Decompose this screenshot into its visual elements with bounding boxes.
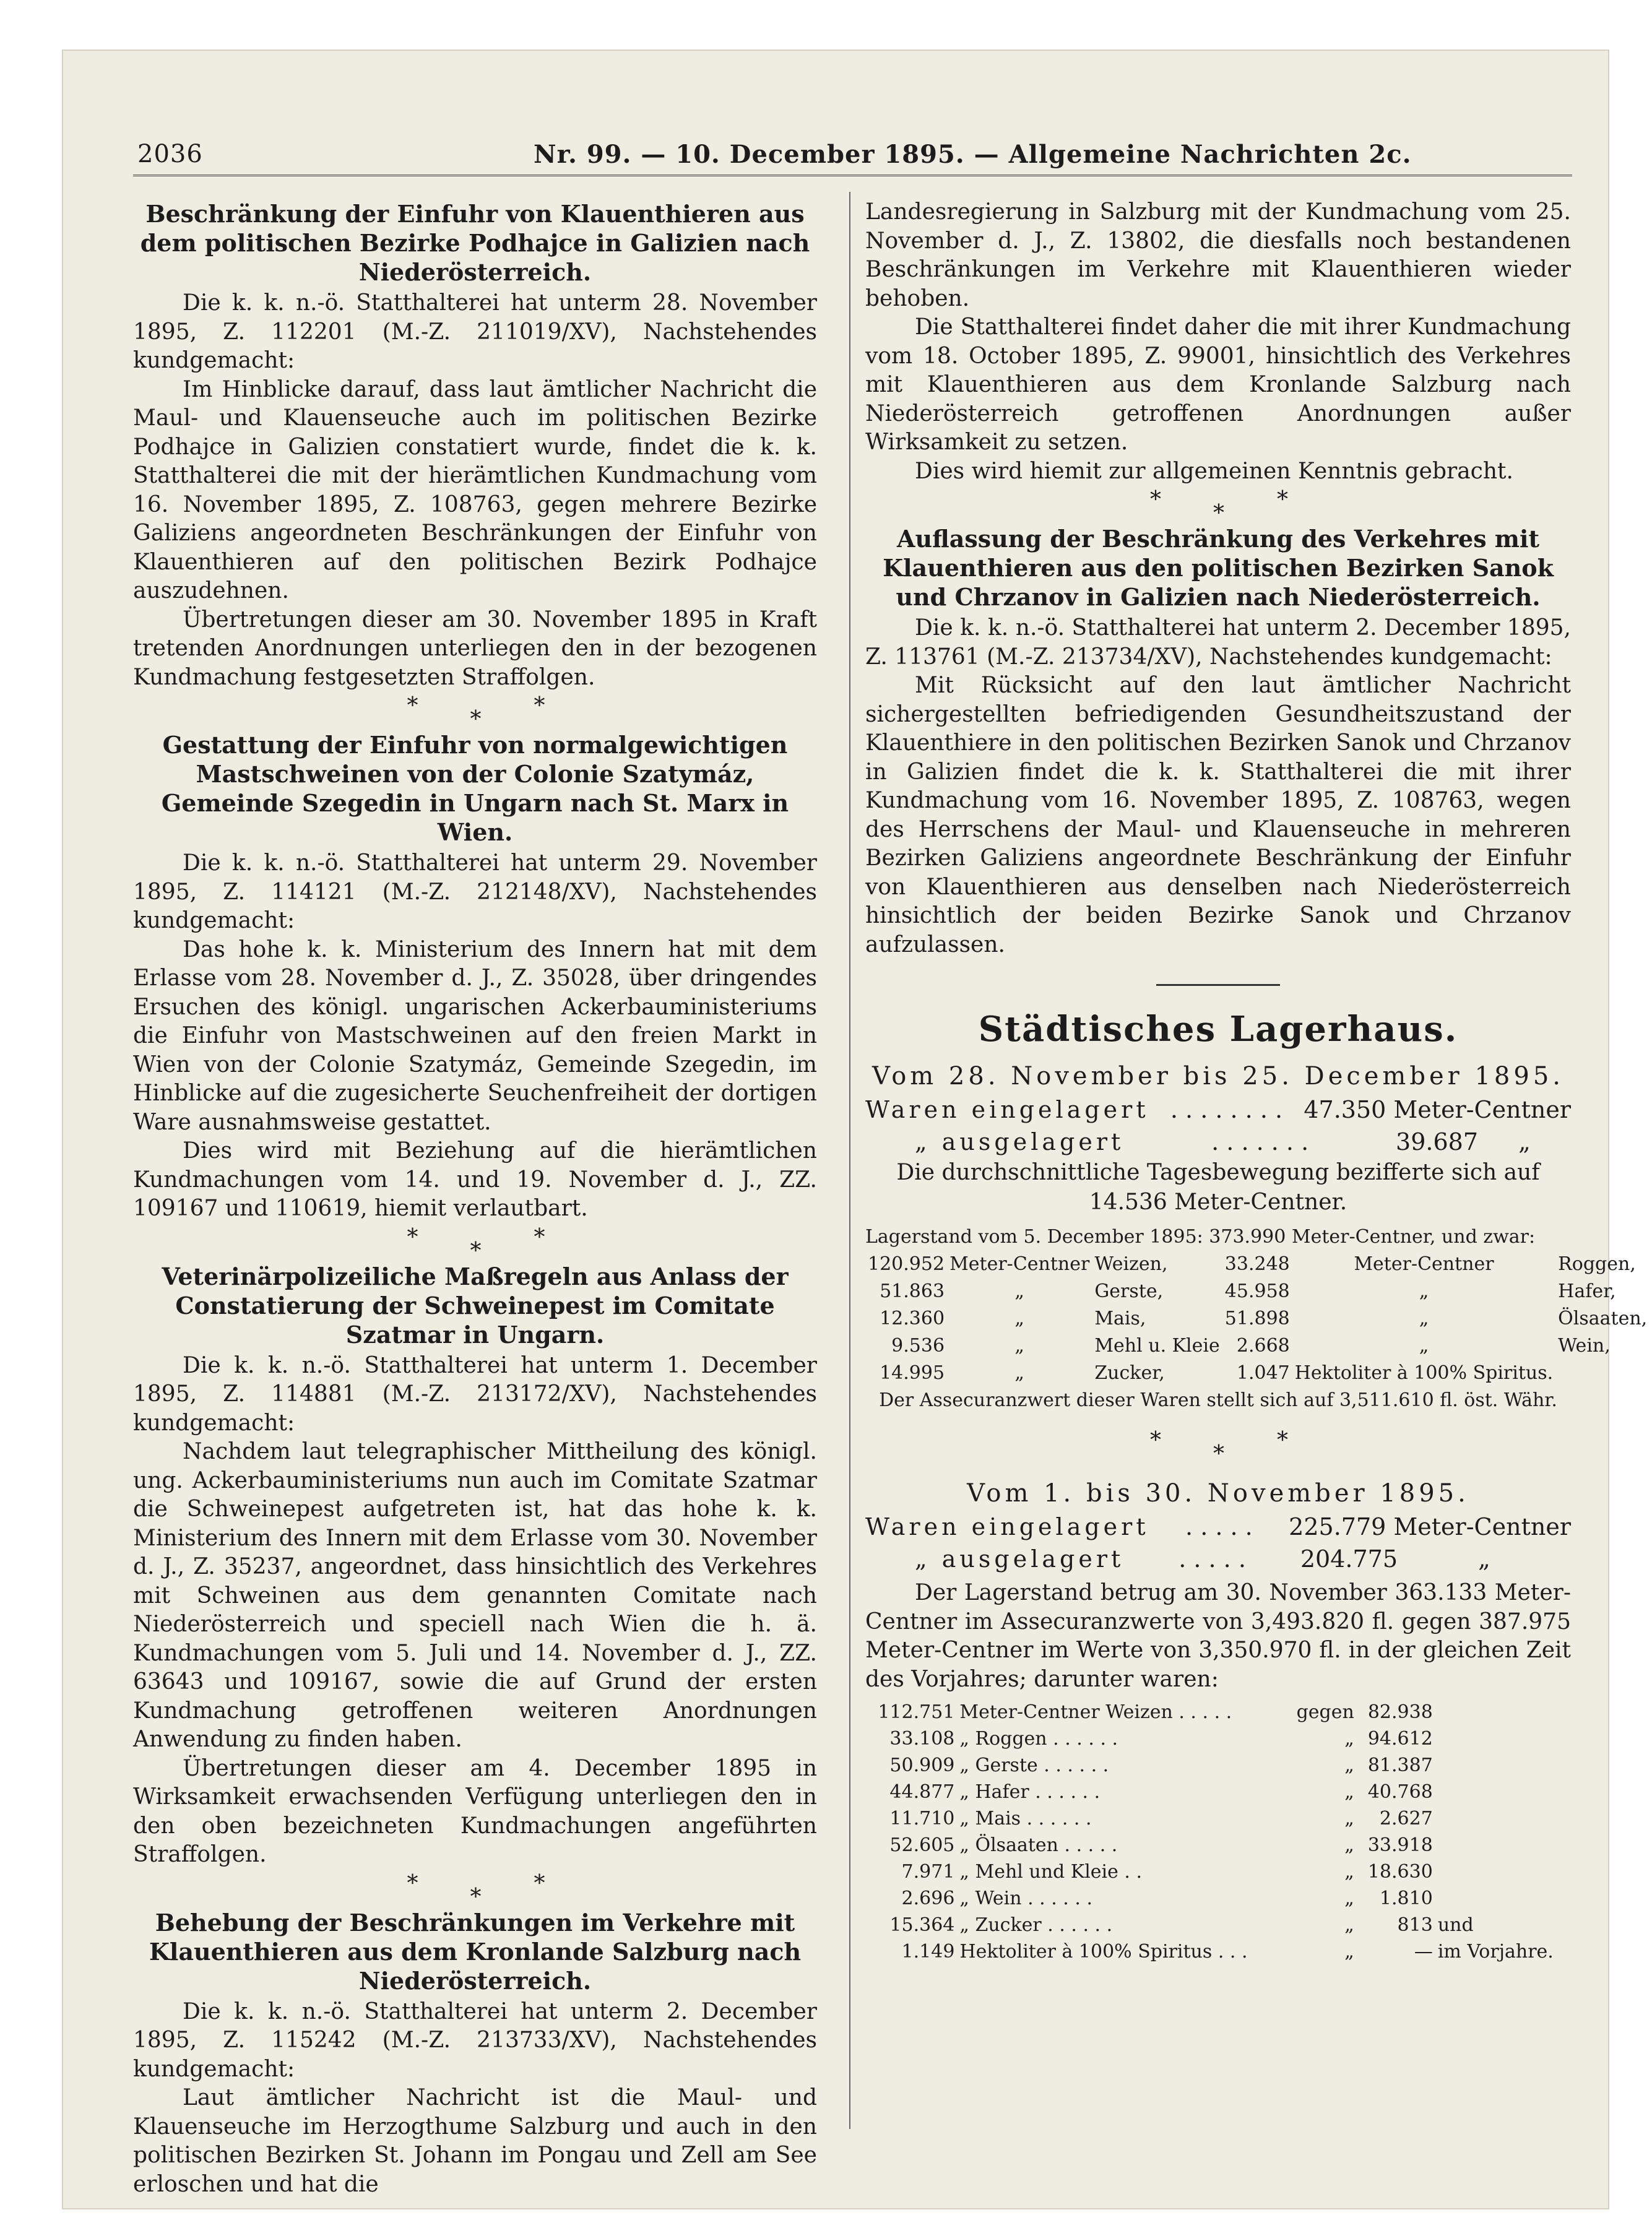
paragraph: Die k. k. n.-ö. Statthalterei hat unterm 2. December 1895, Z. 115242 (M.-Z. 213733/XV), Nachstehendes kundgemacht: bbox=[133, 1998, 817, 2082]
inventory-cell: 18.630 bbox=[1367, 1861, 1433, 1883]
inventory-cell: „ bbox=[1344, 1755, 1354, 1776]
inventory-row bbox=[865, 1938, 1571, 1965]
inventory-row bbox=[865, 1699, 1571, 1725]
inventory-cell: gegen bbox=[1296, 1701, 1354, 1723]
inventory-cell: 33.918 bbox=[1367, 1834, 1433, 1856]
section-stars: * * * bbox=[407, 693, 545, 732]
stored-value: 47.350 Meter-Centner bbox=[1304, 1096, 1571, 1123]
running-title: Nr. 99. — 10. December 1895. — Allgemeine Nachrichten 2c. bbox=[534, 140, 1412, 169]
inventory-cell: 52.605 bbox=[889, 1834, 955, 1856]
daily-movement: Die durchschnittliche Tagesbewegung bezifferte sich auf bbox=[896, 1160, 1540, 1185]
paragraph: Übertretungen dieser am 4. December 1895 in Wirksamkeit erwachsenden Verfügung unterliegen den in den oben bezeichneten Kundmachungen angeführten Straffolgen. bbox=[133, 1755, 817, 1867]
insurance-value: Der Assecuranzwert dieser Waren stellt sich auf 3,511.610 fl. öst. Währ. bbox=[879, 1389, 1557, 1411]
stock-cell: „ bbox=[1419, 1308, 1429, 1329]
article-title: Auflassung der Beschränkung des Verkehres mit Klauenthieren aus den politischen Bezirken Sanok und Chrzanov in Galizien nach Niederösterreich. bbox=[883, 525, 1554, 611]
section-stars: * * * bbox=[1150, 487, 1288, 526]
inventory-cell: 40.768 bbox=[1367, 1781, 1433, 1803]
paragraph: Laut ämtlicher Nachricht ist die Maul- und Klauenseuche im Herzogthume Salzburg und auch in den politischen Bezirken St. Johann im Pongau und Zell am See erloschen und hat die bbox=[133, 2085, 817, 2197]
inventory-cell: 15.364 bbox=[889, 1914, 955, 1936]
article-title: Behebung der Beschränkungen im Verkehre mit Klauenthieren aus dem Kronlande Salzburg nach Niederösterreich. bbox=[149, 1908, 802, 1995]
inventory-cell: „ bbox=[1344, 1914, 1354, 1936]
inventory-cell: „ Hafer . . . . . . bbox=[959, 1781, 1101, 1803]
dot-leader: . . . . . bbox=[1185, 1513, 1253, 1540]
stock-cell: Hektoliter à 100% Spiritus. bbox=[1294, 1362, 1554, 1384]
paragraph: Übertretungen dieser am 30. November 1895 in Kraft tretenden Anordnungen unterliegen den in der bezogenen Kundmachung festgesetzten Straffolgen. bbox=[133, 607, 817, 690]
inventory-row bbox=[865, 1725, 1571, 1752]
stock-row bbox=[865, 1360, 1650, 1387]
inventory-row bbox=[865, 1912, 1571, 1938]
inventory-cell: 33.108 bbox=[889, 1728, 955, 1750]
stock-cell: Meter-Centner bbox=[1354, 1253, 1494, 1275]
inventory-cell: „ Mehl und Kleie . . bbox=[959, 1861, 1143, 1883]
inventory-cell: 112.751 bbox=[878, 1701, 955, 1723]
inventory-cell: „ bbox=[1344, 1861, 1354, 1883]
dot-leader: . . . . . . . . bbox=[1170, 1096, 1283, 1123]
removed-value: 39.687 bbox=[1396, 1128, 1478, 1155]
stock-cell: 2.668 bbox=[1236, 1335, 1290, 1357]
inventory-row bbox=[865, 1779, 1571, 1805]
inventory-cell bbox=[1435, 1859, 1571, 1885]
warehouse-title: Städtisches Lagerhaus. bbox=[978, 1009, 1458, 1050]
inventory-cell bbox=[1435, 1805, 1571, 1832]
paragraph: Nachdem laut telegraphischer Mittheilung des königl. ung. Ackerbauministeriums nun auch im Comitate Szatmar die Schweinepest aufgetreten ist, hat das hohe k. k. Ministerium des Innern mit dem Erlasse vom 30. November d. J., Z. 35237, angeordnet, dass hinsichtlich des Verkehres mit Schweinen aus dem genannten Comitate nach Niederösterreich und speciell nach Wien die h. ä. Kundmachungen vom 5. Juli und 14. November d. J., ZZ. 63643 und 109167, sowie die auf Grund der ersten Kundmachung getroffenen weiteren Anordnungen Anwendung zu finden haben. bbox=[133, 1439, 817, 1752]
stock-cell: 51.863 bbox=[880, 1280, 945, 1302]
paragraph: Das hohe k. k. Ministerium des Innern hat mit dem Erlasse vom 28. November d. J., Z. 35028, über dringendes Ersuchen des königl. ungarischen Ackerbauministeriums die Einfuhr von Mastschweinen auf den freien Markt in Wien von der Colonie Szatymáz, Gemeinde Szegedin, im Hinblicke auf die zugesicherte Seuchenfreiheit der dortigen Ware ausnahmsweise gestattet. bbox=[133, 936, 817, 1135]
stock-cell: 1.047 bbox=[1236, 1362, 1290, 1384]
paragraph: Mit Rücksicht auf den laut ämtlicher Nachricht sichergestellten befriedigenden Gesundheitszustand der Klauenthiere in den politischen Bezirken Sanok und Chrzanov in Galizien findet die k. k. Statthalterei die mit ihrer Kundmachung vom 16. November 1895, Z. 108763, wegen des Herrschens der Maul- und Klauenseuche in mehreren Bezirken Galiziens angeordnete Beschränkung der Einfuhr von Klauenthieren aus denselben nach Niederösterreich hinsichtlich der beiden Bezirke Sanok und Chrzanov aufzulassen. bbox=[865, 673, 1571, 957]
stock-cell: 14.995 bbox=[880, 1362, 945, 1384]
inventory-row bbox=[865, 1805, 1571, 1832]
inventory-cell: „ Ölsaaten . . . . . bbox=[959, 1834, 1118, 1856]
inventory-cell: „ Roggen . . . . . . bbox=[959, 1728, 1118, 1750]
stock-row bbox=[865, 1278, 1650, 1305]
inventory-cell: Hektoliter à 100% Spiritus . . . bbox=[959, 1941, 1248, 1962]
removed-row bbox=[865, 1126, 1571, 1158]
inventory-cell: 44.877 bbox=[889, 1781, 955, 1803]
stock-cell: Weizen, bbox=[1094, 1253, 1168, 1275]
paragraph: Dies wird mit Beziehung auf die hierämtlichen Kundmachungen vom 14. und 19. November d. J., ZZ. 109167 und 110619, hiemit verlautbart. bbox=[133, 1138, 817, 1221]
paragraph: Dies wird hiemit zur allgemeinen Kenntnis gebracht. bbox=[915, 458, 1513, 484]
inventory-cell: Meter-Centner Weizen . . . . . bbox=[959, 1701, 1232, 1723]
stock-intro: Lagerstand vom 5. December 1895: 373.990 Meter-Centner, und zwar: bbox=[865, 1226, 1536, 1248]
inventory-row bbox=[865, 1832, 1571, 1859]
stock-cell: Ölsaaten, bbox=[1558, 1308, 1648, 1329]
inventory-cell: „ bbox=[1344, 1888, 1354, 1909]
inventory-cell: 1.149 bbox=[901, 1941, 955, 1962]
stock-cell: Hafer, bbox=[1558, 1280, 1616, 1302]
daily-movement-value: 14.536 Meter-Centner. bbox=[1089, 1190, 1347, 1215]
stock-cell: „ bbox=[1419, 1335, 1429, 1357]
inventory-cell: 813 bbox=[1397, 1914, 1433, 1936]
inventory-cell: „ Mais . . . . . . bbox=[959, 1808, 1092, 1829]
section-divider bbox=[1156, 984, 1280, 986]
removed-label: „ ausgelagert bbox=[915, 1545, 1125, 1573]
inventory-cell: 7.971 bbox=[901, 1861, 955, 1883]
period-heading: Vom 1. bis 30. November 1895. bbox=[967, 1479, 1469, 1508]
stock-cell: „ bbox=[1014, 1280, 1024, 1302]
stored-row bbox=[865, 1094, 1571, 1126]
inventory-cell: „ bbox=[1344, 1941, 1354, 1962]
inventory-cell: im Vorjahre. bbox=[1437, 1941, 1554, 1962]
inventory-cell bbox=[1435, 1752, 1571, 1779]
inventory-cell bbox=[1435, 1779, 1571, 1805]
inventory-cell: „ Zucker . . . . . . bbox=[959, 1914, 1113, 1936]
column-divider bbox=[849, 192, 850, 2129]
stock-cell: Zucker, bbox=[1094, 1362, 1165, 1384]
ditto-mark: „ bbox=[1518, 1128, 1531, 1155]
article-title: Beschränkung der Einfuhr von Klauenthieren aus dem politischen Bezirke Podhajce in Galizien nach Niederösterreich. bbox=[140, 200, 810, 286]
paragraph: Der Lagerstand betrug am 30. November 363.133 Meter-Centner im Assecuranzwerte von 3,493.820 fl. gegen 387.975 Meter-Centner im Werte von 3,350.970 fl. in der gleichen Zeit des Vorjahres; darunter waren: bbox=[865, 1580, 1571, 1692]
removed-label: „ ausgelagert bbox=[915, 1128, 1125, 1155]
removed-value: 204.775 bbox=[1300, 1545, 1398, 1573]
stock-cell bbox=[1555, 1360, 1650, 1387]
dot-leader: . . . . . . . bbox=[1211, 1128, 1309, 1155]
stock-cell: „ bbox=[1014, 1308, 1024, 1329]
page-number: 2036 bbox=[137, 140, 203, 168]
inventory-cell: — bbox=[1414, 1941, 1433, 1962]
header-rule bbox=[133, 175, 1572, 184]
inventory-cell: „ Wein . . . . . . bbox=[959, 1888, 1092, 1909]
stored-value: 225.779 Meter-Centner bbox=[1289, 1513, 1571, 1540]
dot-leader: . . . . . bbox=[1178, 1545, 1246, 1573]
stored-row bbox=[865, 1511, 1571, 1543]
stock-cell: 9.536 bbox=[891, 1335, 945, 1357]
stock-cell: Mehl u. Kleie bbox=[1094, 1335, 1220, 1357]
inventory-cell: 2.627 bbox=[1379, 1808, 1433, 1829]
stock-cell: Roggen, bbox=[1558, 1253, 1636, 1275]
inventory-row bbox=[865, 1859, 1571, 1885]
ditto-mark: „ bbox=[1478, 1545, 1490, 1573]
removed-row bbox=[865, 1543, 1571, 1575]
inventory-cell bbox=[1435, 1885, 1571, 1912]
paragraph: Die k. k. n.-ö. Statthalterei hat unterm 2. December 1895, Z. 113761 (M.-Z. 213734/XV), Nachstehendes kundgemacht: bbox=[865, 615, 1571, 670]
stock-cell: 120.952 bbox=[868, 1253, 945, 1275]
stock-cell: Meter-Centner bbox=[949, 1253, 1090, 1275]
inventory-cell: „ bbox=[1344, 1834, 1354, 1856]
inventory-cell: 11.710 bbox=[889, 1808, 955, 1829]
stored-label: Waren eingelagert bbox=[865, 1513, 1149, 1540]
stock-cell: Mais, bbox=[1094, 1308, 1146, 1329]
inventory-row bbox=[865, 1752, 1571, 1779]
stock-row bbox=[865, 1305, 1650, 1332]
inventory-cell: 50.909 bbox=[889, 1755, 955, 1776]
inventory-cell: 1.810 bbox=[1379, 1888, 1433, 1909]
inventory-cell: 82.938 bbox=[1367, 1701, 1433, 1723]
paragraph: Landesregierung in Salzburg mit der Kundmachung vom 25. November d. J., Z. 13802, die diesfalls noch bestandenen Beschränkungen im Verkehre mit Klauenthieren wieder behoben. bbox=[865, 199, 1571, 311]
stock-cell: „ bbox=[1014, 1362, 1024, 1384]
stored-label: Waren eingelagert bbox=[865, 1096, 1149, 1123]
article-title: Veterinärpolizeiliche Maßregeln aus Anlass der Constatierung der Schweinepest im Comitate Szatmar in Ungarn. bbox=[162, 1262, 789, 1349]
right-column bbox=[865, 198, 1648, 1965]
inventory-cell bbox=[1435, 1699, 1571, 1725]
stock-row bbox=[865, 1332, 1650, 1360]
paragraph: Die k. k. n.-ö. Statthalterei hat unterm 28. November 1895, Z. 112201 (M.-Z. 211019/XV), Nachstehendes kundgemacht: bbox=[133, 290, 817, 373]
inventory-cell: 94.612 bbox=[1367, 1728, 1433, 1750]
inventory-cell: „ bbox=[1344, 1808, 1354, 1829]
section-stars: * * * bbox=[1150, 1428, 1288, 1467]
inventory-cell: „ bbox=[1344, 1728, 1354, 1750]
stock-cell: 51.898 bbox=[1224, 1308, 1290, 1329]
left-column bbox=[133, 198, 817, 2199]
inventory-cell: 2.696 bbox=[901, 1888, 955, 1909]
stock-cell: „ bbox=[1014, 1335, 1024, 1357]
inventory-cell: „ Gerste . . . . . . bbox=[959, 1755, 1109, 1776]
paragraph: Im Hinblicke darauf, dass laut ämtlicher Nachricht die Maul- und Klauenseuche auch im politischen Bezirke Podhajce in Galizien constatiert wurde, findet die k. k. Statthalterei die mit der hierämtlichen Kundmachung vom 16. November 1895, Z. 108763, gegen mehrere Bezirke Galiziens angeordneten Beschränkungen der Einfuhr von Klauenthieren auf den politischen Bezirk Podhajce auszudehnen. bbox=[133, 376, 817, 603]
paragraph: Die Statthalterei findet daher die mit ihrer Kundmachung vom 18. October 1895, Z. 99001, hinsichtlich des Verkehres mit Klauenthieren aus dem Kronlande Salzburg nach Niederösterreich getroffenen Anordnungen außer Wirksamkeit zu setzen. bbox=[865, 314, 1571, 455]
stock-cell: Gerste, bbox=[1094, 1280, 1164, 1302]
stock-cell: „ bbox=[1419, 1280, 1429, 1302]
stock-cell: Wein, bbox=[1558, 1335, 1611, 1357]
inventory-cell bbox=[1435, 1832, 1571, 1859]
stock-cell: 33.248 bbox=[1224, 1253, 1290, 1275]
page-header bbox=[137, 137, 1572, 175]
inventory-cell: und bbox=[1437, 1914, 1474, 1936]
inventory-cell: „ bbox=[1344, 1781, 1354, 1803]
paragraph: Die k. k. n.-ö. Statthalterei hat unterm 1. December 1895, Z. 114881 (M.-Z. 213172/XV), Nachstehendes kundgemacht: bbox=[133, 1352, 817, 1436]
stock-table bbox=[865, 1251, 1650, 1387]
inventory-list bbox=[865, 1699, 1571, 1965]
period-heading: Vom 28. November bis 25. December 1895. bbox=[871, 1062, 1564, 1090]
inventory-cell: 81.387 bbox=[1367, 1755, 1433, 1776]
stock-cell: 45.958 bbox=[1224, 1280, 1290, 1302]
inventory-cell bbox=[1435, 1725, 1571, 1752]
section-stars: * * * bbox=[407, 1870, 545, 1910]
stock-row bbox=[865, 1251, 1650, 1278]
inventory-row bbox=[865, 1885, 1571, 1912]
stock-cell: 12.360 bbox=[880, 1308, 945, 1329]
article-title: Gestattung der Einfuhr von normalgewichtigen Mastschweinen von der Colonie Szatymáz, Gemeinde Szegedin in Ungarn nach St. Marx in Wien. bbox=[161, 731, 789, 846]
paragraph: Die k. k. n.-ö. Statthalterei hat unterm 29. November 1895, Z. 114121 (M.-Z. 212148/XV), Nachstehendes kundgemacht: bbox=[133, 850, 817, 933]
section-stars: * * * bbox=[407, 1224, 545, 1264]
